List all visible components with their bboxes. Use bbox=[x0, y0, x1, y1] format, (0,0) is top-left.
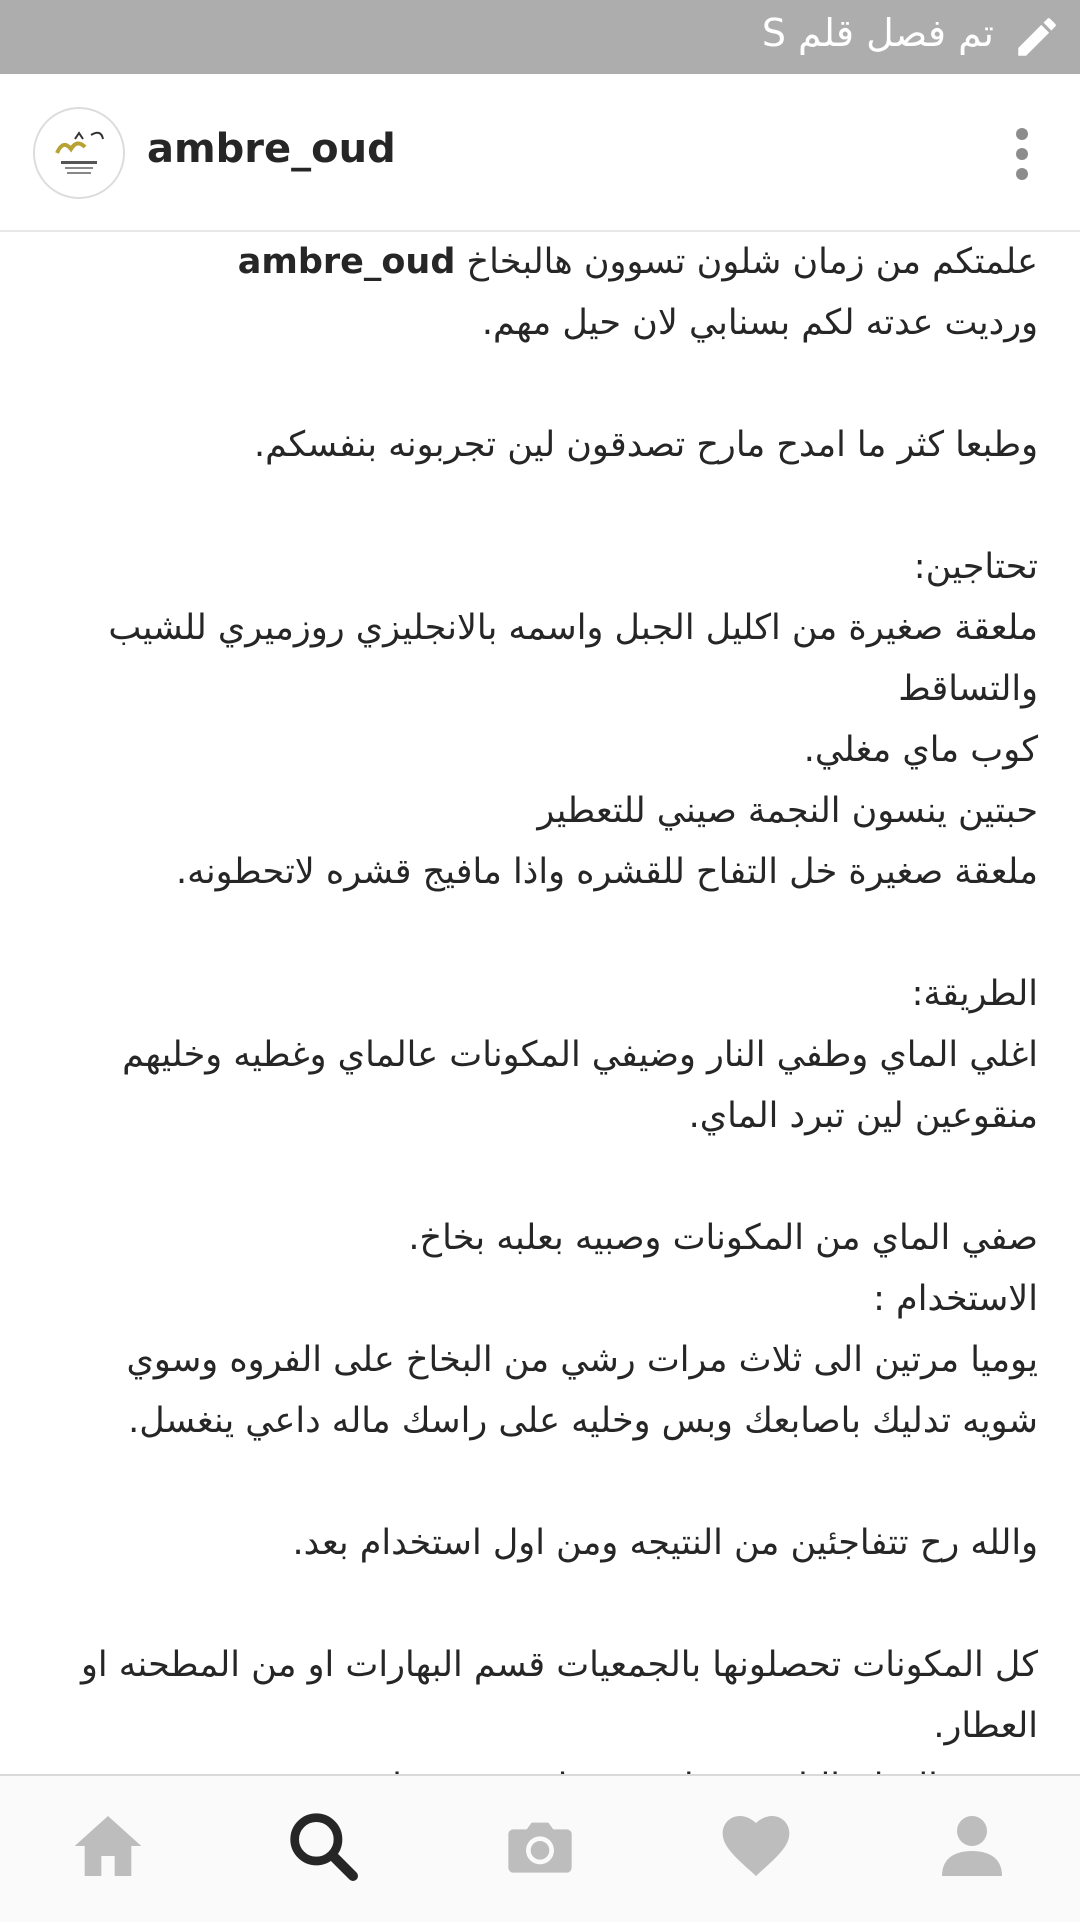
caption-line: تحتاجين: bbox=[913, 547, 1038, 587]
caption-blank-line bbox=[40, 1574, 1038, 1635]
camera-icon bbox=[500, 1806, 580, 1886]
heart-icon bbox=[716, 1806, 796, 1886]
avatar-logo-icon bbox=[35, 109, 123, 197]
caption-line: صفي الماي من المكونات وصبيه بعلبه بخاخ. bbox=[408, 1218, 1038, 1258]
caption-blank-line bbox=[40, 476, 1038, 537]
caption-line: ملعقة صغيرة خل التفاح للقشره واذا مافيج قشره لاتحطونه. bbox=[176, 852, 1038, 892]
nav-search[interactable] bbox=[283, 1806, 363, 1886]
caption-line: يوميا مرتين الى ثلاث مرات رشي من البخاخ على الفروه وسوي شويه تدليك باصابعك وبس وخليه على راسك ماله داعي ينغسل. bbox=[126, 1340, 1038, 1441]
caption-first-line bbox=[40, 232, 1038, 293]
nav-home[interactable] bbox=[68, 1806, 148, 1886]
post-caption bbox=[40, 232, 1038, 1818]
nav-profile[interactable] bbox=[932, 1806, 1012, 1886]
caption-line: ملعقة صغيرة من اكليل الجبل واسمه بالانجليزي روزميري للشيب والتساقط bbox=[108, 608, 1038, 709]
avatar[interactable] bbox=[33, 107, 125, 199]
more-vertical-icon[interactable] bbox=[1004, 126, 1040, 182]
post-username[interactable]: ambre_oud bbox=[147, 126, 396, 172]
caption-blank-line bbox=[40, 354, 1038, 415]
caption-username[interactable]: ambre_oud bbox=[237, 242, 456, 282]
status-bar bbox=[0, 0, 1080, 74]
caption-text: علمتكم من زمان شلون تسوون هالبخاخ bbox=[466, 242, 1038, 282]
person-icon bbox=[932, 1806, 1012, 1886]
caption-line: اغلي الماي وطفي النار وضيفي المكونات عالماي وغطيه وخليهم منقوعين لين تبرد الماي. bbox=[122, 1035, 1038, 1136]
caption-line: كوب ماي مغلي. bbox=[803, 730, 1038, 770]
caption-line: ورديت عدته لكم بسنابي لان حيل مهم. bbox=[481, 303, 1038, 343]
caption-line: الاستخدام : bbox=[873, 1279, 1038, 1319]
bottom-navigation bbox=[0, 1774, 1080, 1922]
caption-line: الطريقة: bbox=[911, 974, 1038, 1014]
pen-icon bbox=[1012, 12, 1062, 62]
caption-blank-line bbox=[40, 1147, 1038, 1208]
caption-line: وطبعا كثر ما امدح مارح تصدقون لين تجربونه بنفسكم. bbox=[254, 425, 1038, 465]
caption-line: كل المكونات تحصلونها بالجمعيات قسم البهارات او من المطحنه او العطار. bbox=[81, 1645, 1038, 1746]
search-icon bbox=[283, 1806, 363, 1886]
nav-camera[interactable] bbox=[500, 1806, 580, 1886]
nav-activity[interactable] bbox=[716, 1806, 796, 1886]
notification-text: تم فصل قلم S bbox=[761, 11, 994, 55]
caption-line: والله رح تتفاجئين من النتيجه ومن اول استخدام بعد. bbox=[292, 1523, 1038, 1563]
caption-line: حبتين ينسون النجمة صيني للتعطير bbox=[537, 791, 1038, 831]
post-header bbox=[0, 74, 1080, 232]
caption-blank-line bbox=[40, 903, 1038, 964]
caption-blank-line bbox=[40, 1452, 1038, 1513]
home-icon bbox=[68, 1806, 148, 1886]
